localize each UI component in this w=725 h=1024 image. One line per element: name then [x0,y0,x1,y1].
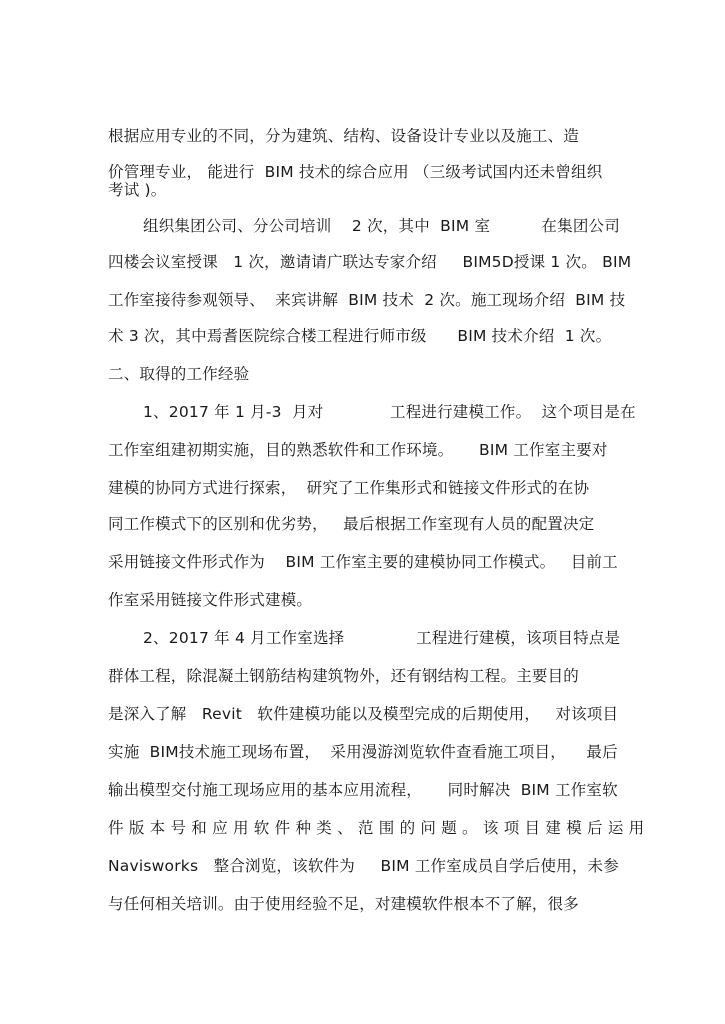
paragraph-line: 根据应用专业的不同，分为建筑、结构、设备设计专业以及施工、造 [108,127,580,145]
paragraph-line: 同工作模式下的区别和优劣势， 最后根据工作室现有人员的配置决定 [108,515,595,533]
section-heading: 二、取得的工作经验 [108,365,250,383]
paragraph-line: Navisworks 整合浏览，该软件为 BIM 工作室成员自学后使用，未参 [108,857,619,875]
paragraph-line: 建模的协同方式进行探索， 研究了工作集形式和链接文件形式的在协 [108,479,590,497]
paragraph-line: 2、2017 年 4 月工作室选择 工程进行建模，该项目特点是 [143,629,621,647]
paragraph-line: 考试 )。 [108,181,167,199]
paragraph-line: 四楼会议室授课 1 次，邀请请广联达专家介绍 BIM5D授课 1 次。 BIM [108,253,632,271]
paragraph-line: 工作室组建初期实施，目的熟悉软件和工作环境。 BIM 工作室主要对 [108,441,608,459]
paragraph-line: 是深入了解 Revit 软件建模功能以及模型完成的后期使用， 对该项目 [108,705,619,723]
paragraph-line: 输出模型交付施工现场应用的基本应用流程， 同时解决 BIM 工作室软 [108,781,618,799]
paragraph-line: 实施 BIM技术施工现场布置， 采用漫游浏览软件查看施工项目， 最后 [108,743,618,761]
paragraph-line: 作室采用链接文件形式建模。 [108,591,313,609]
paragraph-line: 采用链接文件形式作为 BIM 工作室主要的建模协同工作模式。 目前工 [108,553,618,571]
paragraph-line: 1、2017 年 1 月-3 月对 工程进行建模工作。 这个项目是在 [143,403,636,421]
paragraph-line: 术 3 次，其中焉耆医院综合楼工程进行师市级 BIM 技术介绍 1 次。 [108,327,612,345]
paragraph-line: 组织集团公司、分公司培训 2 次，其中 BIM 室 在集团公司 [143,217,620,235]
paragraph-line: 与任何相关培训。由于使用经验不足，对建模软件根本不了解，很多 [108,895,580,913]
paragraph-line: 件 版 本 号 和 应 用 软 件 种 类 、 范 围 的 问 题 。 该 项 目 建 模 后 运 用 [108,819,645,837]
paragraph-line: 群体工程，除混凝土钢筋结构建筑物外，还有钢结构工程。主要目的 [108,667,580,685]
paragraph-line: 价管理专业， 能进行 BIM 技术的综合应用 （三级考试国内还未曾组织 [108,163,603,181]
paragraph-line: 工作室接待参观领导、 来宾讲解 BIM 技术 2 次。施工现场介绍 BIM 技 [108,291,626,309]
